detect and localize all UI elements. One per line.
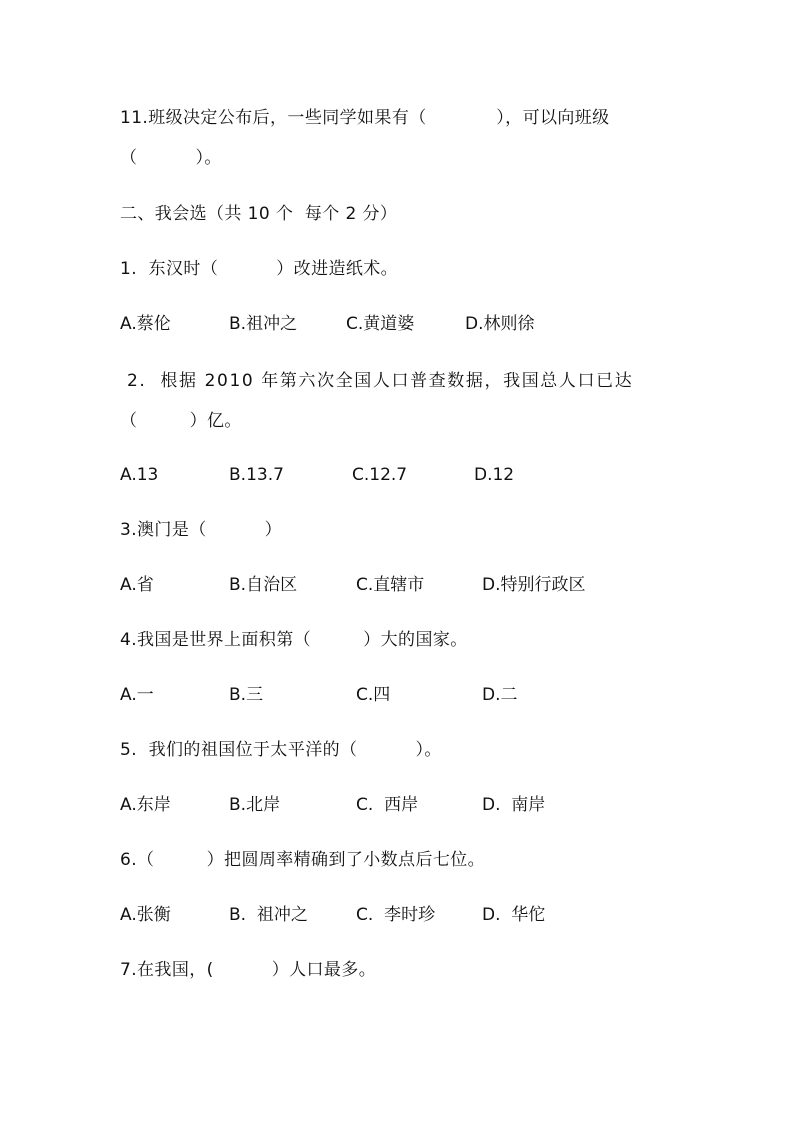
question-6-option-d: D. 华佗 — [482, 905, 546, 925]
question-4-stem: 4.我国是世界上面积第（ ）大的国家。 — [120, 630, 468, 650]
question-1-stem: 1. 东汉时（ ）改进造纸术。 — [120, 259, 399, 279]
question-2-option-b: B.13.7 — [229, 465, 284, 485]
question-5-option-c: C. 西岸 — [356, 795, 419, 815]
question-5-option-b: B.北岸 — [229, 795, 281, 815]
q11-line2: （ ）。 — [120, 148, 222, 168]
question-4-option-d: D.二 — [482, 685, 518, 705]
question-6-option-a: A.张衡 — [120, 905, 171, 925]
question-3-stem: 3.澳门是（ ） — [120, 520, 283, 540]
question-2-stem-line2: （ ）亿。 — [120, 411, 242, 431]
question-6-option-c: C. 李时珍 — [356, 905, 436, 925]
question-4-option-c: C.四 — [356, 685, 391, 705]
question-5-option-a: A.东岸 — [120, 795, 171, 815]
question-3-option-c: C.直辖市 — [356, 575, 425, 595]
question-6-option-b: B. 祖冲之 — [229, 905, 308, 925]
question-2-option-d: D.12 — [474, 465, 515, 485]
question-6-stem: 6.（ ）把圆周率精确到了小数点后七位。 — [120, 850, 486, 870]
question-7-stem: 7.在我国，( ）人口最多。 — [120, 960, 377, 980]
question-3-option-a: A.省 — [120, 575, 154, 595]
question-4-option-b: B.三 — [229, 685, 264, 705]
question-1-option-c: C.黄道婆 — [346, 314, 415, 334]
question-3-option-b: B.自治区 — [229, 575, 298, 595]
question-2-option-c: C.12.7 — [352, 465, 408, 485]
section-2-heading: 二、我会选（共 10 个 每个 2 分） — [120, 204, 398, 224]
question-3-option-d: D.特别行政区 — [482, 575, 586, 595]
question-5-option-d: D. 南岸 — [482, 795, 546, 815]
question-5-stem: 5. 我们的祖国位于太平洋的（ ）。 — [120, 740, 442, 760]
question-1-option-a: A.蔡伦 — [120, 314, 171, 334]
question-2-stem-line1: 2. 根据 2010 年第六次全国人口普查数据，我国总人口已达 — [120, 371, 634, 391]
question-1-option-b: B.祖冲之 — [229, 314, 298, 334]
question-2-option-a: A.13 — [120, 465, 159, 485]
q11-line1: 11.班级决定公布后，一些同学如果有（ ），可以向班级 — [120, 108, 610, 128]
question-4-option-a: A.一 — [120, 685, 154, 705]
question-1-option-d: D.林则徐 — [465, 314, 535, 334]
